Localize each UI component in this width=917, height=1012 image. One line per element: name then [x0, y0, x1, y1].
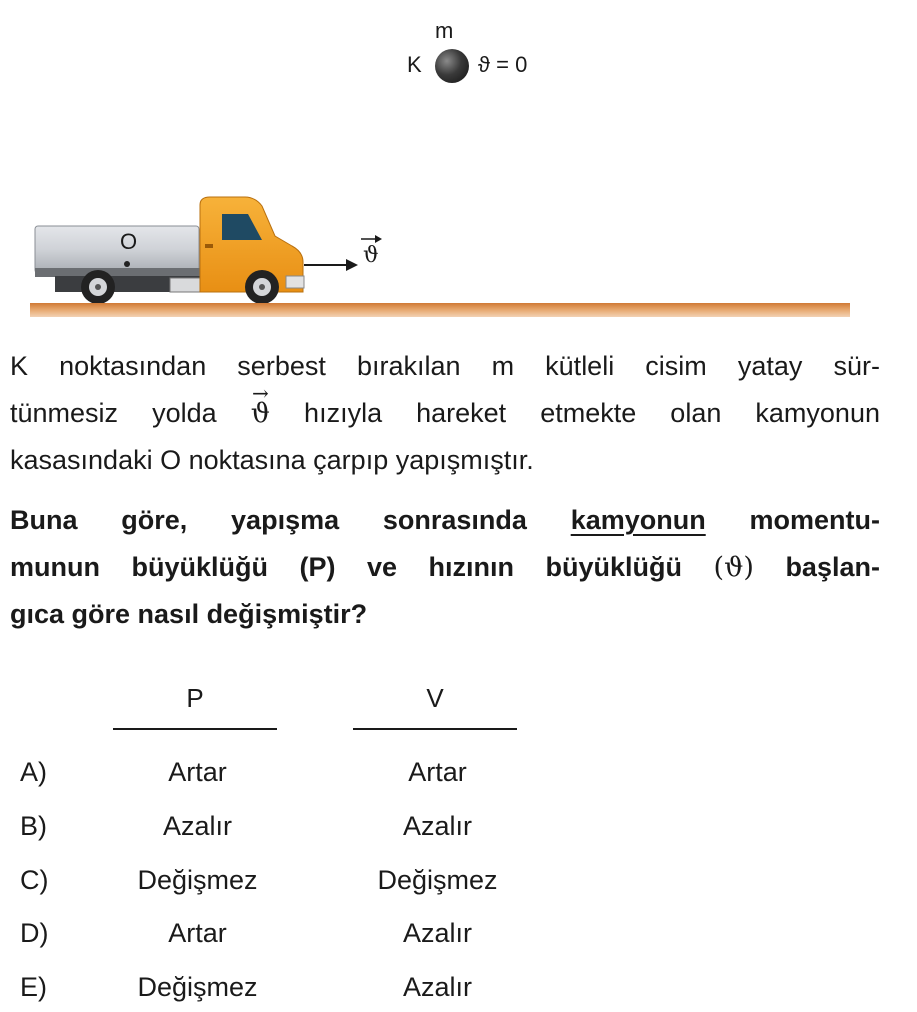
front-wheel — [245, 270, 279, 304]
option-c[interactable] — [0, 865, 600, 905]
option-d[interactable] — [0, 918, 600, 958]
statement-line-2: tünmesiz yolda → ϑ hızıyla hareket etmekte olan kamyonun — [10, 390, 880, 437]
cargo-box — [35, 226, 199, 273]
problem-statement — [10, 343, 880, 484]
option-letter: C) — [20, 865, 49, 895]
statement-line-3: kasasındaki O noktasına çarpıp yapışmıştır. — [10, 445, 534, 475]
option-e[interactable] — [0, 972, 600, 1012]
option-p-value: Artar — [168, 918, 227, 948]
column-header-v: V — [426, 683, 444, 713]
question-line-2: munun büyüklüğü (P) ve hızının büyüklüğü (ϑ) başlan- — [10, 552, 880, 583]
question-line-1: Buna göre, yapışma sonrasında kamyonun momentu- — [10, 505, 880, 535]
rear-wheel — [81, 270, 115, 304]
initial-velocity-label: ϑ = 0 — [478, 52, 528, 77]
option-p-value: Azalır — [162, 811, 233, 841]
question-prompt — [10, 497, 880, 638]
ground-road — [30, 303, 850, 317]
option-v-value: Azalır — [402, 918, 473, 948]
option-a[interactable] — [0, 757, 600, 797]
option-v-value: Azalır — [402, 972, 473, 1002]
option-letter: A) — [20, 757, 47, 787]
option-p-value: Değişmez — [137, 865, 258, 895]
option-v-value: Değişmez — [377, 865, 498, 895]
point-o-label: O — [120, 229, 138, 254]
header-rule-v — [353, 728, 517, 730]
velocity-vector-symbol: → ϑ — [251, 390, 270, 437]
point-k-label: K — [407, 52, 422, 77]
physics-figure — [0, 0, 917, 330]
question-line-3: gıca göre nasıl değişmiştir? — [10, 599, 368, 629]
underlined-word: kamyonun — [570, 505, 706, 535]
column-header-p: P — [186, 683, 204, 713]
option-b[interactable] — [0, 811, 600, 851]
header-rule-p — [113, 728, 277, 730]
option-v-value: Artar — [408, 757, 467, 787]
mass-label: m — [435, 18, 454, 43]
statement-line-1: K noktasından serbest bırakılan m kütleli cisim yatay sür- — [10, 351, 880, 381]
option-p-value: Değişmez — [137, 972, 258, 1002]
velocity-symbol: (ϑ) — [713, 552, 754, 583]
option-letter: E) — [20, 972, 47, 1002]
option-letter: D) — [20, 918, 49, 948]
option-letter: B) — [20, 811, 47, 841]
option-v-value: Azalır — [402, 811, 473, 841]
option-p-value: Artar — [168, 757, 227, 787]
truck — [0, 0, 917, 330]
velocity-label: ϑ — [363, 243, 379, 268]
